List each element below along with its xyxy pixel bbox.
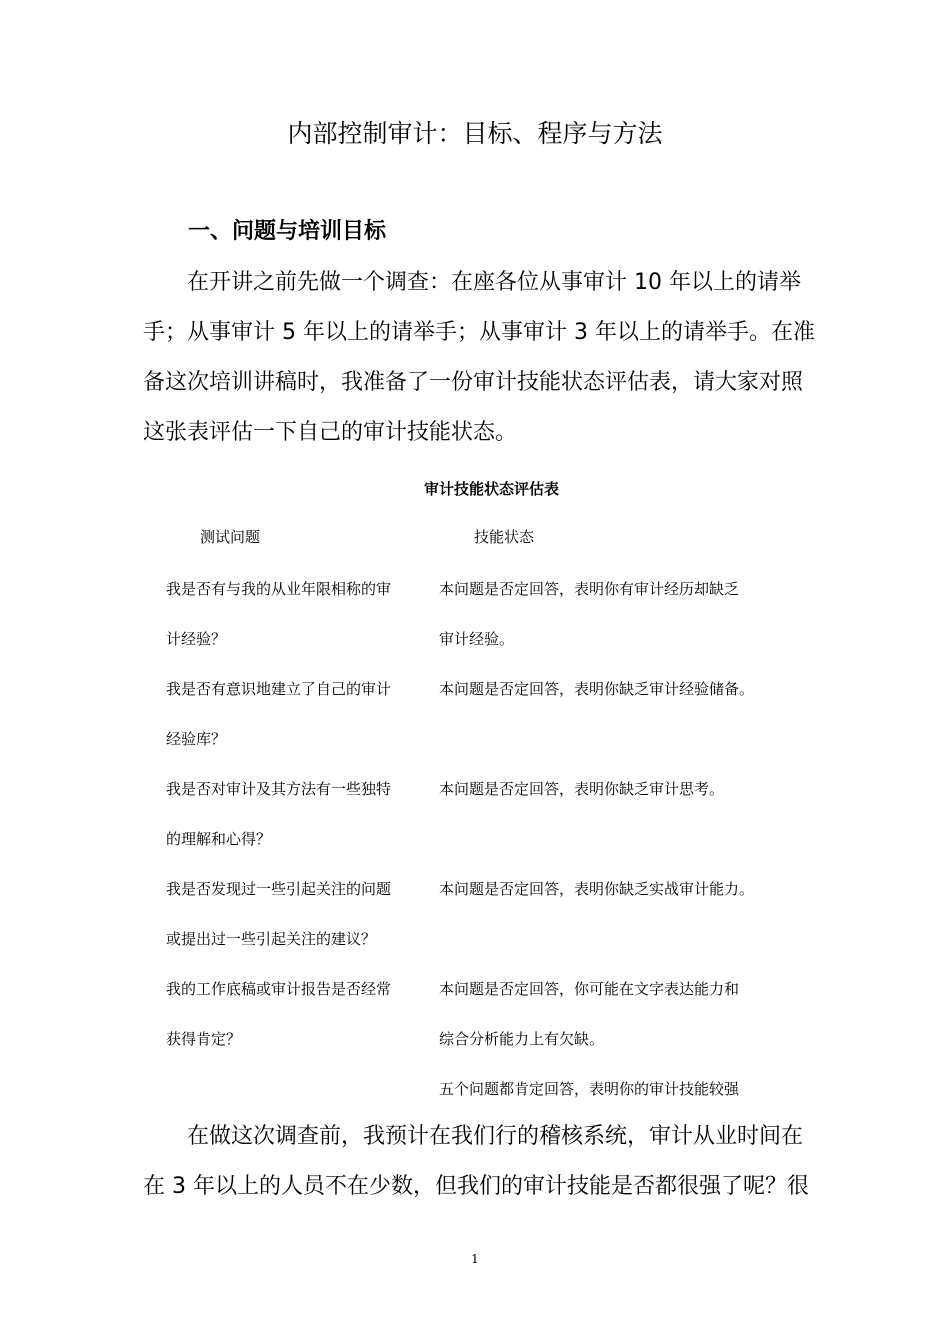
closing-line: 在 3 年以上的人员不在少数，但我们的审计技能是否都很强了呢？很 — [143, 1174, 809, 1199]
cell-line: 本问题是否定回答，表明你缺乏实战审计能力。 — [439, 880, 755, 898]
document-title: 内部控制审计：目标、程序与方法 — [287, 119, 663, 148]
intro-line: 在开讲之前先做一个调查：在座各位从事审计 10 年以上的请举 — [187, 270, 801, 295]
table-cell-question — [166, 764, 391, 864]
cell-line: 五个问题都肯定回答，表明你的审计技能较强 — [439, 1080, 740, 1098]
column-header-status: 技能状态 — [474, 528, 535, 546]
page-number: 1 — [471, 1252, 479, 1266]
intro-line: 备这次培训讲稿时，我准备了一份审计技能状态评估表，请大家对照 — [143, 370, 804, 395]
cell-line: 本问题是否定回答，表明你缺乏审计经验储备。 — [439, 680, 755, 698]
closing-paragraph — [143, 1112, 811, 1212]
cell-line: 综合分析能力上有欠缺。 — [439, 1030, 605, 1048]
cell-line: 或提出过一些引起关注的建议？ — [166, 930, 377, 948]
cell-line: 经验库？ — [166, 730, 227, 748]
cell-line: 我是否发现过一些引起关注的问题 — [166, 880, 392, 898]
table-cell-status — [439, 964, 739, 1064]
cell-line: 本问题是否定回答，表明你有审计经历却缺乏 — [439, 580, 740, 598]
cell-line: 我是否对审计及其方法有一些独特 — [166, 780, 392, 798]
cell-line: 我是否有意识地建立了自己的审计 — [166, 680, 392, 698]
cell-line: 本问题是否定回答，你可能在文字表达能力和 — [439, 980, 740, 998]
table-cell-question — [166, 864, 391, 964]
cell-line: 审计经验。 — [439, 630, 515, 648]
table-cell-status — [439, 564, 739, 664]
section-heading: 一、问题与培训目标 — [188, 219, 387, 244]
intro-paragraph — [143, 258, 815, 458]
cell-line: 本问题是否定回答，表明你缺乏审计思考。 — [439, 780, 725, 798]
table-cell-question — [166, 964, 391, 1064]
table-cell-question — [166, 664, 391, 764]
cell-line: 我的工作底稿或审计报告是否经常 — [166, 980, 392, 998]
cell-line: 我是否有与我的从业年限相称的审 — [166, 580, 392, 598]
column-header-question: 测试问题 — [200, 528, 261, 546]
intro-line: 手；从事审计 5 年以上的请举手；从事审计 3 年以上的请举手。在准 — [143, 320, 815, 345]
table-cell-status — [439, 864, 754, 914]
table-cell-question — [166, 564, 391, 664]
cell-line: 的理解和心得？ — [166, 830, 272, 848]
cell-line: 获得肯定？ — [166, 1030, 242, 1048]
cell-line: 计经验？ — [166, 630, 227, 648]
table-cell-status — [439, 664, 754, 714]
table-title: 审计技能状态评估表 — [423, 480, 559, 498]
table-cell-status — [439, 764, 724, 814]
intro-line: 这张表评估一下自己的审计技能状态。 — [143, 420, 518, 445]
table-cell-status — [439, 1064, 739, 1114]
closing-line: 在做这次调查前，我预计在我们行的稽核系统，审计从业时间在 — [187, 1124, 804, 1149]
